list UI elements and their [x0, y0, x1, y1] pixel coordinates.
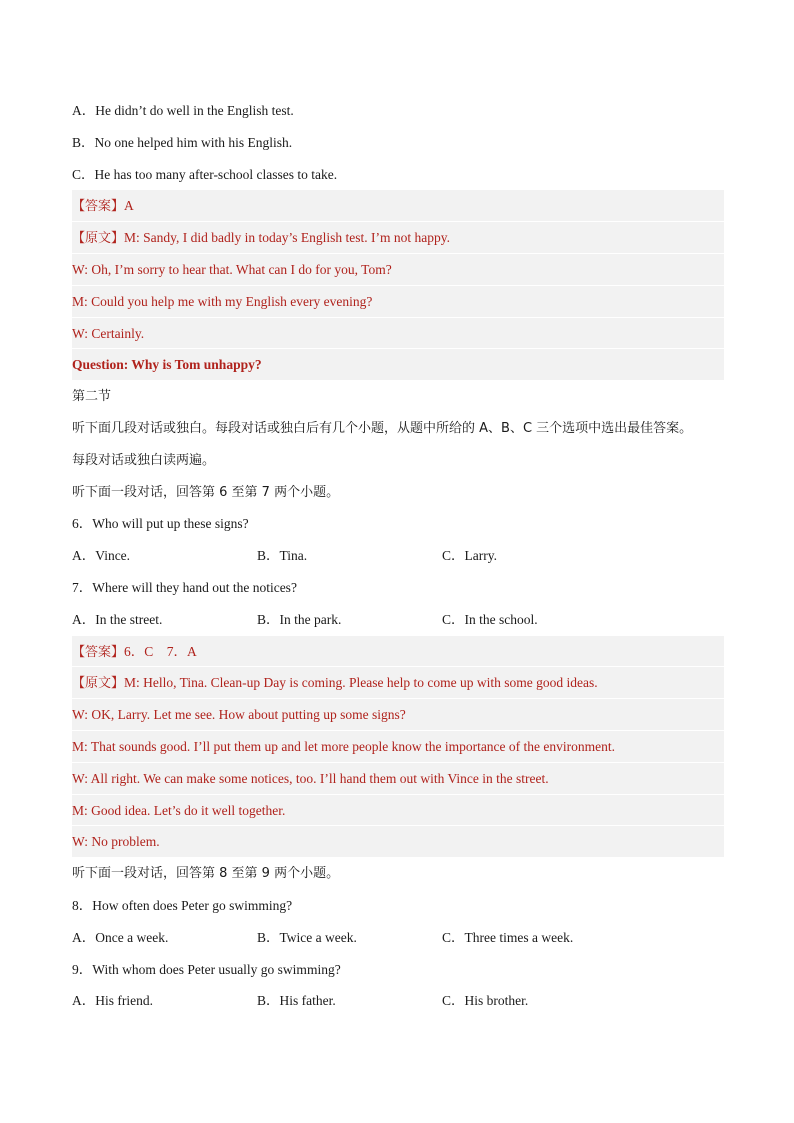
transcript-tag: 【原文】 — [72, 231, 125, 247]
dialog-intro-8-9: 听下面一段对话，回答第 8 至第 9 两个小题。 — [72, 866, 340, 882]
q5-option-c: C．He has too many after-school classes to take. — [72, 166, 338, 182]
transcript-line-3: M: That sounds good. I’ll put them up and let more people know the importance of the environment. — [72, 731, 724, 763]
transcript-line-6: W: No problem. — [72, 826, 724, 858]
q8-options — [72, 922, 724, 954]
answer-text: A — [124, 198, 134, 214]
q9-option-c: C．His brother. — [442, 993, 529, 1009]
q7-stem: 7．Where will they hand out the notices? — [72, 579, 297, 595]
q5-option-a: A．He didn’t do well in the English test. — [72, 103, 294, 118]
q6-options — [72, 540, 724, 572]
q9-options — [72, 985, 724, 1017]
answer-text: 6．C 7．A — [124, 643, 197, 659]
q8-option-b: B．Twice a week. — [257, 929, 357, 945]
transcript-text: M: Hello, Tina. Clean-up Day is coming. Please help to come up with some good ideas. — [124, 675, 598, 691]
q7-option-b: B．In the park. — [257, 611, 342, 627]
q6-option-c: C．Larry. — [442, 548, 497, 564]
section-heading: 第二节 — [72, 389, 112, 405]
q9-option-b: B．His father. — [257, 993, 336, 1009]
transcript-tag: 【原文】 — [72, 676, 125, 692]
transcript-line-4: W: All right. We can make some notices, too. I’ll hand them out with Vince in the street. — [72, 763, 724, 795]
answer-line — [72, 190, 724, 222]
q6-option-a: A．Vince. — [72, 548, 131, 564]
q8-option-c: C．Three times a week. — [442, 929, 574, 945]
transcript-line-3: M: Could you help me with my English every evening? — [72, 286, 724, 318]
answer-box-q5 — [72, 190, 724, 381]
transcript-question: Question: Why is Tom unhappy? — [72, 349, 724, 381]
q7-option-c: C．In the school. — [442, 611, 538, 627]
transcript-line-5: M: Good idea. Let’s do it well together. — [72, 795, 724, 827]
q7-option-a: A．In the street. — [72, 611, 163, 627]
q9-stem: 9．With whom does Peter usually go swimming? — [72, 961, 341, 977]
transcript-text: M: Sandy, I did badly in today’s English test. I’m not happy. — [124, 230, 450, 246]
answer-tag: 【答案】 — [72, 199, 125, 215]
transcript-line-2: W: Oh, I’m sorry to hear that. What can I do for you, Tom? — [72, 254, 724, 286]
transcript-line-4: W: Certainly. — [72, 318, 724, 350]
section-instruction-line-2: 每段对话或独白读两遍。 — [72, 452, 216, 468]
dialog-intro-6-7: 听下面一段对话，回答第 6 至第 7 两个小题。 — [72, 484, 340, 500]
transcript-line-1 — [72, 222, 724, 254]
section-instruction-line-1: 听下面几段对话或独白。每段对话或独白后有几个小题，从题中所给的 A、B、C 三个选项中选出最佳答案。 — [72, 420, 693, 436]
q8-stem: 8．How often does Peter go swimming? — [72, 897, 293, 913]
q6-option-b: B．Tina. — [257, 548, 308, 564]
transcript-line-1 — [72, 667, 724, 699]
q9-option-a: A．His friend. — [72, 993, 153, 1009]
q6-stem: 6．Who will put up these signs? — [72, 516, 249, 532]
q7-options — [72, 604, 724, 636]
answer-box-q6-7 — [72, 636, 724, 859]
transcript-line-2: W: OK, Larry. Let me see. How about putting up some signs? — [72, 699, 724, 731]
exam-page — [72, 95, 724, 1017]
q8-option-a: A．Once a week. — [72, 929, 169, 945]
answer-tag: 【答案】 — [72, 644, 125, 660]
q5-option-b: B．No one helped him with his English. — [72, 134, 293, 150]
answer-line — [72, 636, 724, 668]
